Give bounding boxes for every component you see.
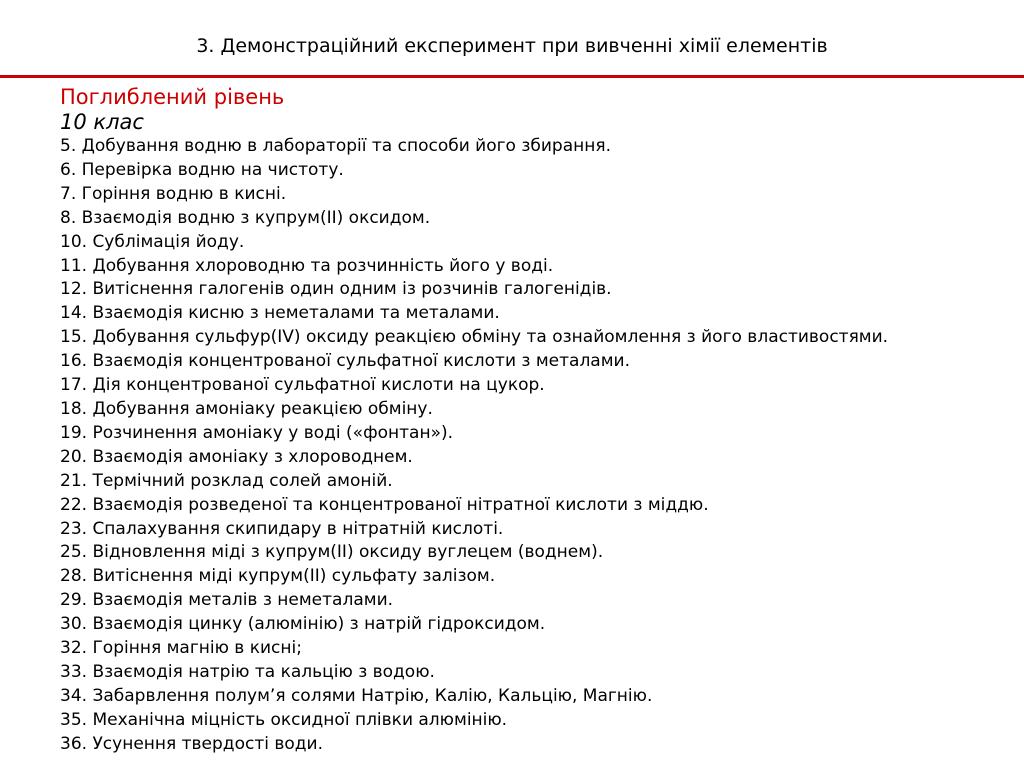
list-item: 25. Відновлення міді з купрум(ІІ) оксиду вуглецем (воднем).: [60, 542, 604, 563]
slide-content: [60, 84, 1013, 757]
level-heading: Поглиблений рівень: [60, 85, 285, 109]
title-divider: [0, 75, 1024, 78]
list-item: 5. Добування водню в лабораторії та способи його збирання.: [60, 136, 611, 156]
list-item: 17. Дія концентрованої сульфатної кислоти на цукор.: [60, 375, 545, 396]
list-item: 36. Усунення твердості води.: [60, 733, 323, 754]
list-item: 32. Горіння магнію в кисні;: [60, 638, 302, 659]
list-item: 30. Взаємодія цинку (алюмінію) з натрій гідроксидом.: [60, 614, 546, 635]
list-item: 16. Взаємодія концентрованої сульфатної кислоти з металами.: [60, 351, 631, 372]
list-item: 15. Добування сульфур(IV) оксиду реакцією обміну та ознайомлення з його властивостями.: [60, 327, 889, 348]
list-item: 12. Витіснення галогенів один одним із розчинів галогенідів.: [60, 279, 612, 300]
list-item: 33. Взаємодія натрію та кальцію з водою.: [60, 661, 435, 682]
list-item: 20. Взаємодія амоніаку з хлороводнем.: [60, 446, 413, 467]
list-item: 6. Перевірка водню на чистоту.: [60, 159, 344, 180]
list-item: 11. Добування хлороводню та розчинність його у воді.: [60, 255, 554, 276]
list-item: 29. Взаємодія металів з неметалами.: [60, 590, 394, 611]
list-item: 34. Забарвлення полум’я солями Натрію, Калію, Кальцію, Магнію.: [60, 685, 653, 706]
list-item: 22. Взаємодія розведеної та концентрованої нітратної кислоти з міддю.: [60, 494, 709, 515]
list-item: 35. Механічна міцність оксидної плівки алюмінію.: [60, 709, 508, 730]
experiment-list: [60, 135, 1013, 757]
list-item: 8. Взаємодія водню з купрум(ІІ) оксидом.: [60, 207, 431, 228]
list-item: 21. Термічний розклад солей амоній.: [60, 470, 393, 491]
list-item: 7. Горіння водню в кисні.: [60, 183, 287, 204]
list-item: 18. Добування амоніаку реакцією обміну.: [60, 398, 433, 419]
slide-title: 3. Демонстраційний експеримент при вивченні хімії елементів: [196, 35, 828, 57]
list-item: 10. Сублімація йоду.: [60, 231, 245, 252]
list-item: 28. Витіснення міді купрум(ІІ) сульфату залізом.: [60, 566, 496, 587]
list-item: 14. Взаємодія кисню з неметалами та металами.: [60, 303, 500, 324]
list-item: 19. Розчинення амоніаку у воді («фонтан»).: [60, 422, 454, 443]
list-item: 23. Спалахування скипидару в нітратній кислоті.: [60, 518, 504, 539]
grade-subheading: 10 клас: [60, 110, 144, 134]
